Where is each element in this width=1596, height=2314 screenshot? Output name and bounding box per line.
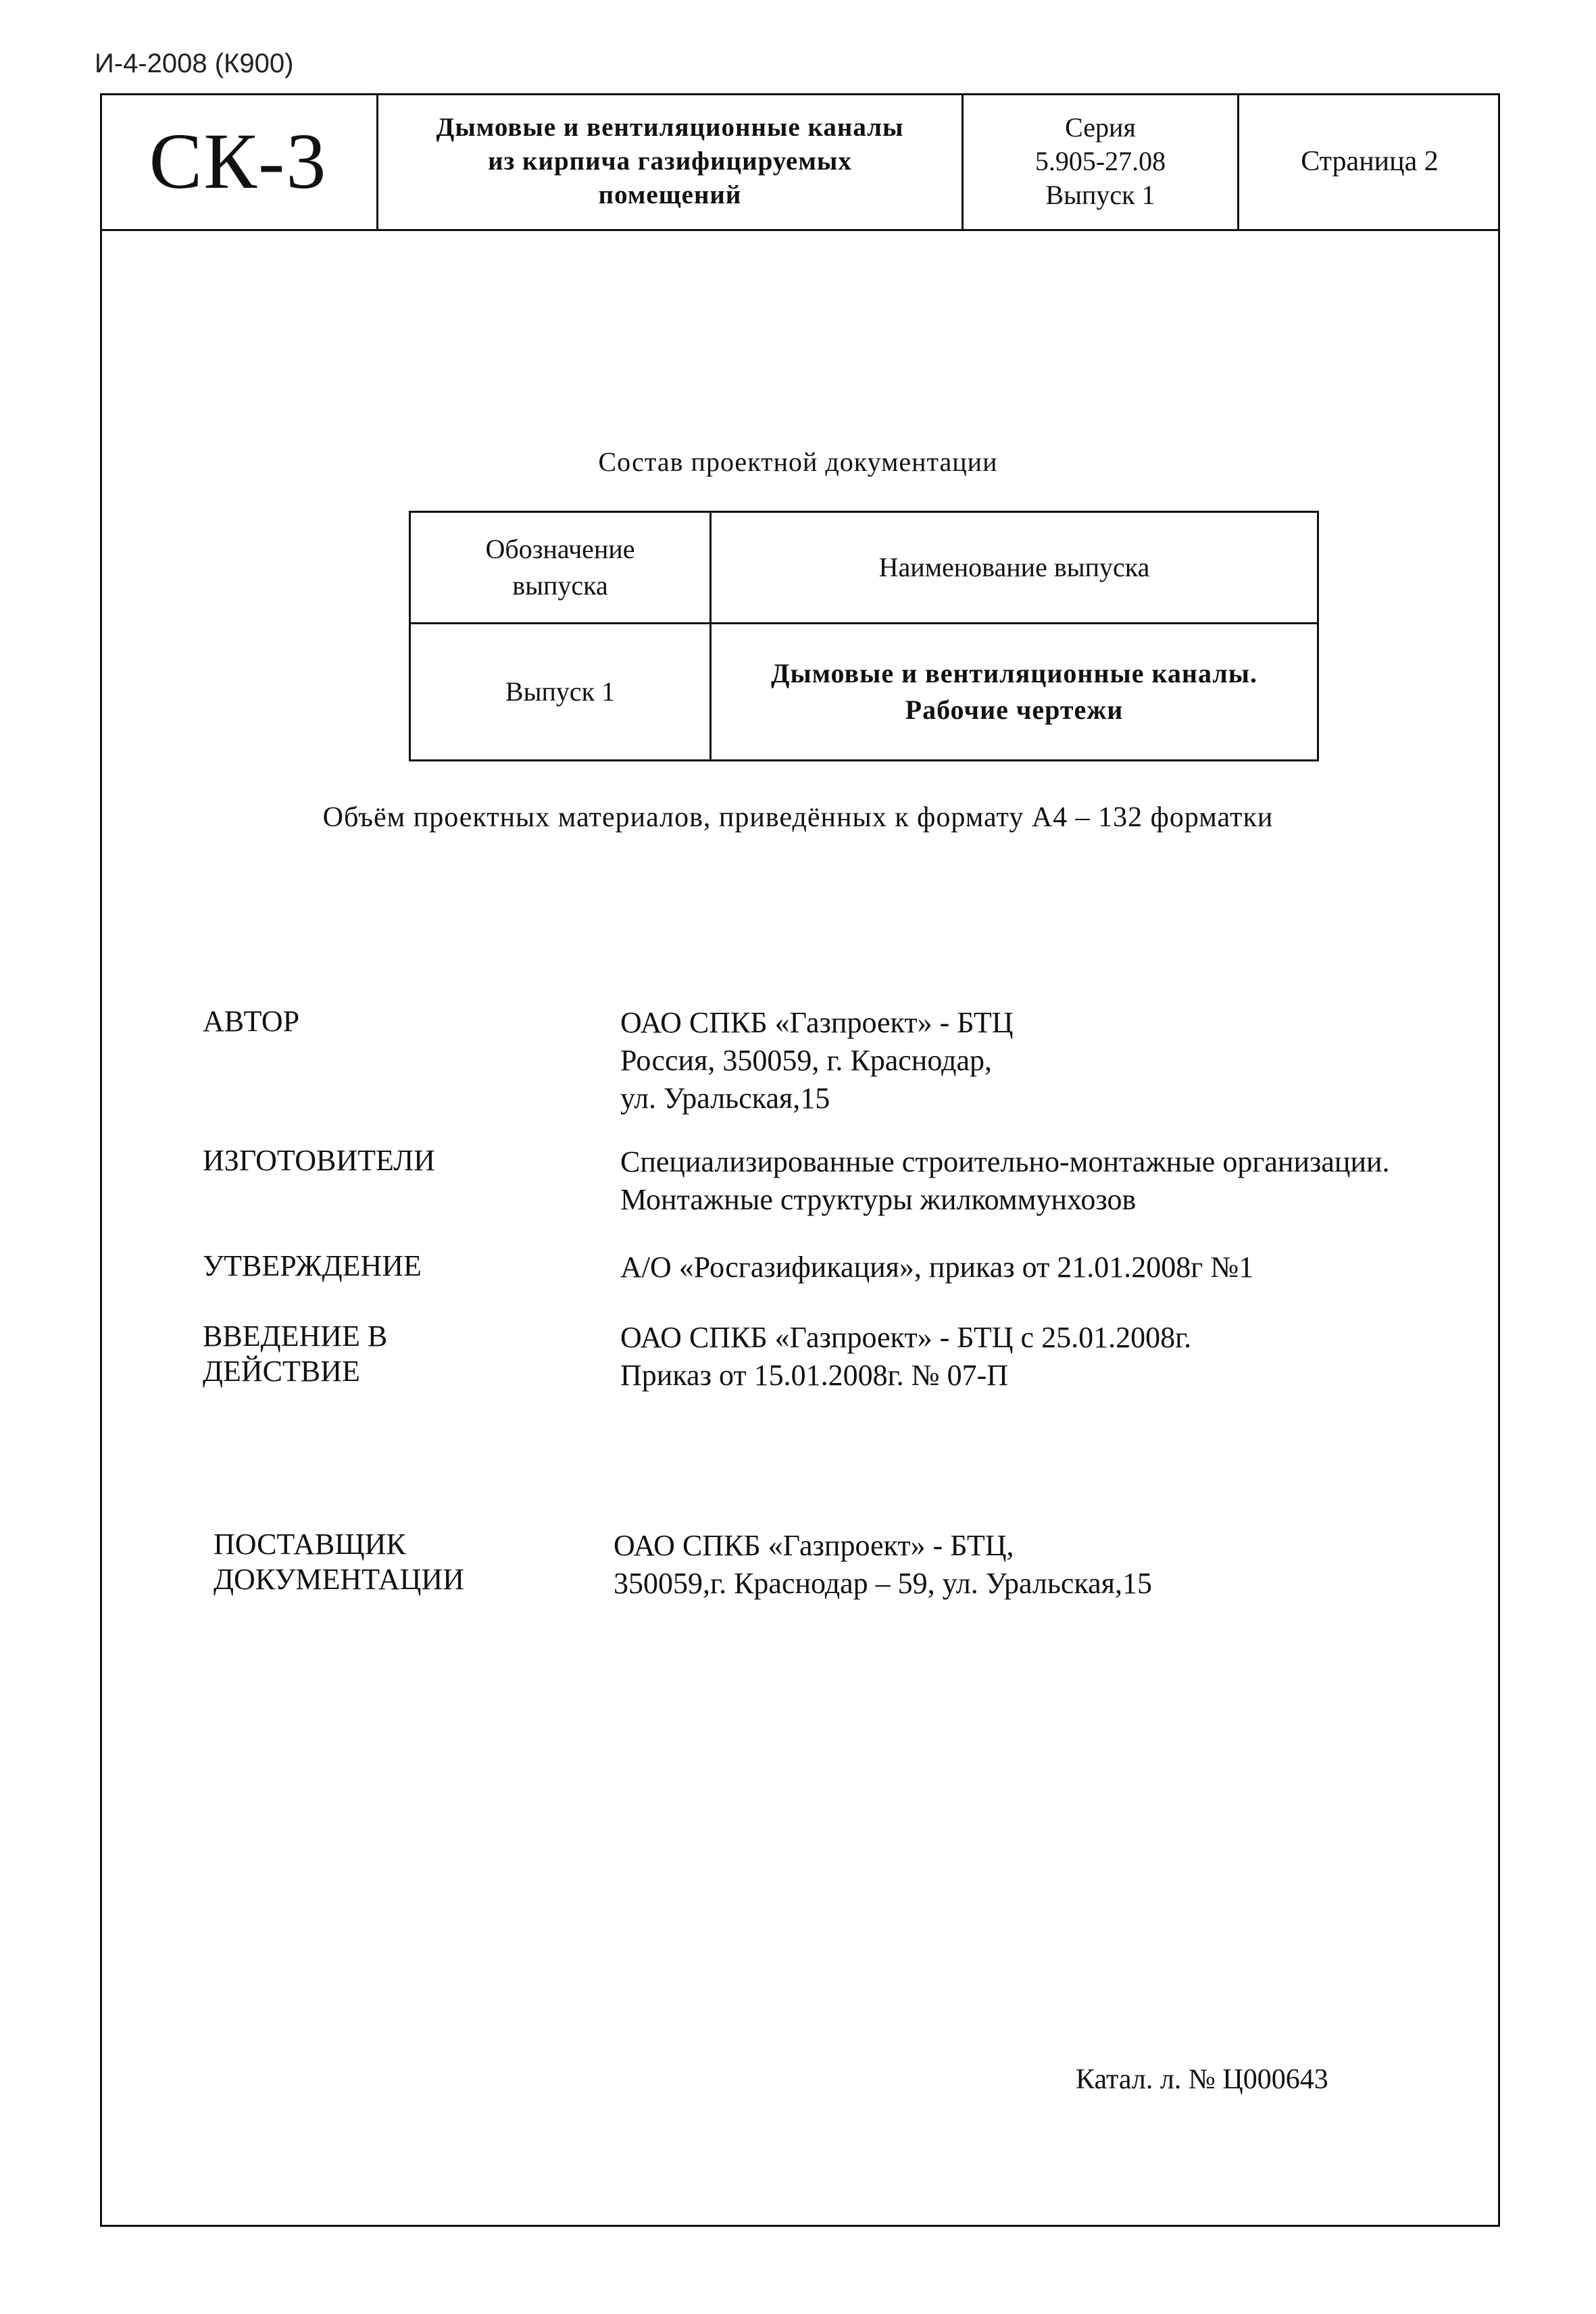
composition-title: Состав проектной документации [598,447,998,477]
info-value-author: ОАО СПКБ «Газпроект» - БТЦ Россия, 350059, г. Краснодар, ул. Уральская,15 [620,1006,1014,1115]
title-line: из кирпича газифицируемых [488,146,852,176]
table-header-row [410,512,1318,624]
title-block-page: Страница 2 [1301,145,1439,177]
composition-table [409,511,1319,761]
column-header-designation: Обозначение выпуска [410,512,711,624]
column-header-name: Наименование выпуска [711,512,1318,624]
title-block-code: СК-3 [100,93,378,229]
document-code: И-4-2008 (К900) [95,49,294,78]
table-row [410,624,1318,761]
info-value-approval: А/О «Росгазификация», приказ от 21.01.2008г №1 [620,1251,1254,1284]
cell-designation: Выпуск 1 [410,624,711,761]
title-block [100,93,1500,231]
series-line: Серия [1065,111,1136,143]
info-value-enactment: ОАО СПКБ «Газпроект» - БТЦ с 25.01.2008г. Приказ от 15.01.2008г. № 07-П [620,1321,1192,1392]
title-block-series [964,93,1239,229]
series-line: Выпуск 1 [1045,179,1155,210]
title-line: Дымовые и вентиляционные каналы [436,112,904,142]
cell-name: Дымовые и вентиляционные каналы. Рабочие чертежи [711,624,1318,761]
volume-statement: Объём проектных материалов, приведённых к формату А4 – 132 форматки [322,802,1274,833]
title-block-title [378,93,964,229]
info-label-manufacturers: ИЗГОТОВИТЕЛИ [203,1144,435,1177]
catalog-number: Катал. л. № Ц000643 [1076,2064,1328,2095]
info-label-approval: УТВЕРЖДЕНИЕ [203,1249,422,1282]
info-value-manufacturers: Специализированные строительно-монтажные организации. Монтажные структуры жилкоммунхозов [620,1145,1390,1216]
info-label-author: АВТОР [203,1005,300,1038]
info-value-supplier: ОАО СПКБ «Газпроект» - БТЦ, 350059,г. Краснодар – 59, ул. Уральская,15 [614,1529,1152,1600]
info-label-enactment: ВВЕДЕНИЕ В ДЕЙСТВИЕ [203,1319,388,1388]
series-line: 5.905-27.08 [1034,145,1166,176]
info-label-supplier: ПОСТАВЩИК ДОКУМЕНТАЦИИ [214,1528,464,1596]
title-line: помещений [598,180,742,209]
